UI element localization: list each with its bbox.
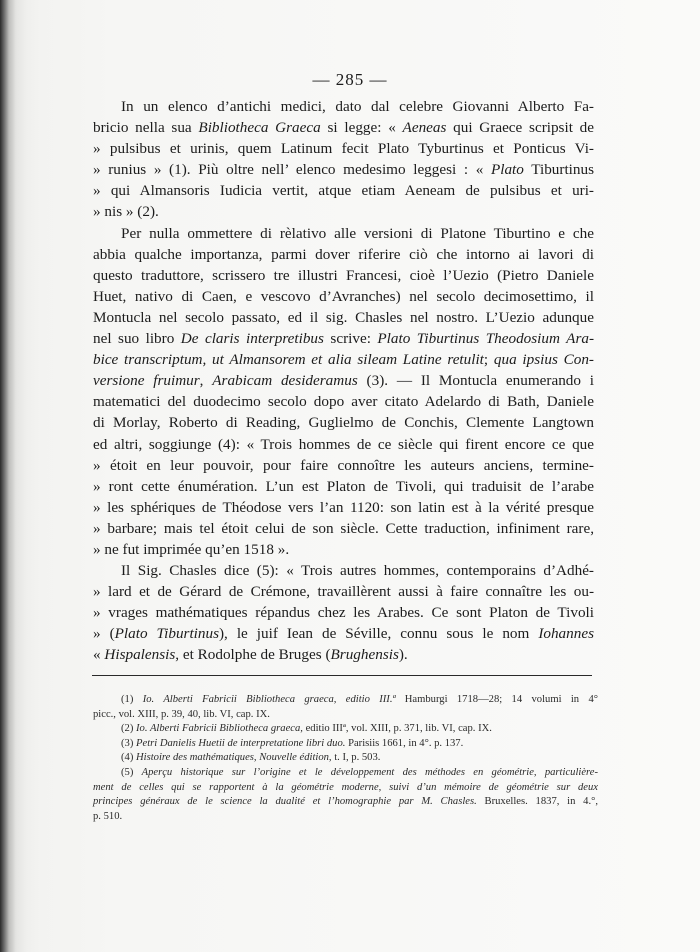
text-run: matematici del duodecimo secolo dopo aver citato Adelardo di Bath, Daniele — [93, 393, 594, 411]
footnote-1 — [93, 693, 598, 722]
text-run: (5) — [121, 766, 142, 778]
text-run: Il Sig. Chasles dice (5): « Trois autres hommes, contemporains d’Adhé- — [121, 562, 594, 580]
footnote-3 — [93, 737, 598, 752]
text-run: « — [93, 646, 105, 664]
text-run: bricio nella sua — [93, 119, 199, 137]
text-line — [93, 781, 598, 796]
italic-text: Io. Alberti Fabricii Bibliotheca graeca, editio III.ª — [142, 694, 396, 705]
text-line — [93, 518, 594, 539]
paragraph-3 — [93, 560, 594, 665]
italic-text: Aeneas — [402, 119, 447, 137]
text-run: nel suo libro — [93, 330, 181, 348]
text-line — [93, 223, 594, 244]
text-run: ), le juif Iean de Séville, connu sous le nom — [219, 625, 539, 643]
text-line — [93, 602, 594, 623]
text-run: » les sphériques de Théodose vers l’an 1120: son latin est à la vérité presque — [93, 498, 594, 516]
text-run: (3). — Il Montucla enumerando i — [357, 372, 594, 390]
text-line — [93, 412, 594, 433]
text-run: ). — [398, 646, 408, 664]
text-run: Parisiis 1661, in 4°. p. 137. — [345, 737, 464, 749]
italic-text: Bibliotheca Graeca — [198, 119, 321, 137]
text-line — [93, 349, 594, 370]
text-run: » pulsibus et urinis, quem Latinum fecit Plato Tyburtinus et Ponticus Vi- — [93, 140, 594, 158]
text-line — [93, 370, 594, 391]
italic-text: Brughensis — [330, 646, 399, 664]
italic-text: Io. Alberti Fabricii Bibliotheca graeca, — [136, 723, 303, 735]
text-run: Huet, nativo di Caen, e vescovo d’Avranches) nel secolo decimosettimo, il — [93, 287, 594, 305]
text-run: qui Graece scripsit de — [446, 119, 594, 137]
text-run: scrive: — [323, 330, 378, 348]
text-line — [93, 644, 594, 665]
text-line — [93, 138, 594, 159]
text-run: editio IIIª, vol. XIII, p. 371, lib. VI, cap. IX. — [302, 723, 492, 735]
text-line — [93, 455, 594, 476]
text-run: Bruxelles. 1837, in 4.°, — [476, 796, 598, 808]
text-run: » nis » (2). — [93, 203, 159, 221]
italic-text: Iohannes — [538, 625, 594, 643]
italic-text: qua ipsius Con- — [493, 351, 594, 369]
italic-text: principes généraux de le science la dualité et l’homographie par M. Chasles. — [93, 796, 477, 808]
footnote-2 — [93, 722, 598, 737]
text-line — [93, 708, 598, 723]
text-run: » ( — [93, 625, 115, 643]
text-run: di Morlay, Roberto di Reading, Guglielmo de Conchis, Clemente Langtown — [93, 414, 594, 432]
text-run: » qui Almansoris Iudicia vertit, atque etiam Aeneam de pulsibus et uri- — [93, 182, 594, 200]
text-line — [93, 810, 598, 825]
text-run: picc., vol. XIII, p. 39, 40, lib. VI, cap. IX. — [93, 708, 270, 720]
text-run: p. 510. — [93, 810, 123, 822]
text-line — [93, 265, 594, 286]
text-run: Tiburtinus — [523, 161, 594, 179]
footnote-5 — [93, 766, 598, 824]
text-run: » barbare; mais tel étoit celui de son siècle. Cette traduction, infiniment rare, — [93, 519, 594, 537]
paragraph-1 — [93, 96, 594, 223]
text-run: , et Rodolphe de Bruges ( — [175, 646, 331, 664]
text-run: (2) — [121, 723, 137, 735]
italic-text: bice transcriptum, ut Almansorem et alia sileam Latine retulit — [93, 351, 484, 369]
text-run: Hamburgi 1718—28; 14 volumi in 4° — [395, 694, 598, 705]
text-line — [93, 737, 598, 752]
text-run: (1) — [121, 694, 143, 705]
italic-text: Plato — [490, 161, 524, 179]
text-run: ; — [483, 351, 494, 369]
text-line — [93, 476, 594, 497]
text-line — [93, 244, 594, 265]
italic-text: Petri Danielis Huetii de interpretatione libri duo. — [136, 737, 346, 749]
italic-text: Hispalensis — [104, 646, 176, 664]
footnote-separator-rule — [92, 675, 592, 676]
italic-text: Histoire des mathématiques, Nouvelle édition, — [136, 752, 332, 764]
text-line — [93, 201, 594, 222]
text-run: (3) — [121, 737, 137, 749]
text-line — [93, 434, 594, 455]
body-text — [93, 96, 594, 666]
italic-text: Arabicam desideramus — [212, 372, 358, 390]
italic-text: Plato Tiburtinus — [114, 625, 219, 643]
text-line — [93, 766, 598, 781]
text-run: ed altri, soggiunge (4): « Trois hommes de ce siècle qui firent encore ce que — [93, 435, 594, 453]
text-run: , — [199, 372, 213, 390]
text-run: » ront cette énumération. L’un est Platon de Tivoli, qui traduisit de l’arabe — [93, 477, 594, 495]
text-run: » vrages mathématiques répandus chez les Arabes. Ce sont Platon de Tivoli — [93, 604, 594, 622]
text-run: (4) — [121, 752, 137, 764]
footnote-4 — [93, 751, 598, 766]
text-line — [93, 693, 598, 708]
footnotes — [93, 693, 598, 824]
text-run: » runius » (1). Più oltre nell’ elenco medesimo leggesi : « — [93, 161, 491, 179]
text-line — [93, 722, 598, 737]
text-line — [93, 328, 594, 349]
text-run: Montucla nel secolo passato, ed il sig. Chasles nel nostro. L’Uezio adunque — [93, 308, 594, 326]
text-run: questo traduttore, scrissero tre illustri Francesi, cioè l’Uezio (Pietro Daniele — [93, 266, 594, 284]
text-line — [93, 581, 594, 602]
text-line — [93, 286, 594, 307]
text-run: » lard et de Gérard de Crémone, travaillèrent aussi à faire connaître les ou- — [93, 583, 594, 601]
italic-text: De claris interpretibus — [180, 330, 324, 348]
text-line — [93, 391, 594, 412]
text-run: t. I, p. 503. — [331, 752, 381, 764]
italic-text: Plato Tiburtinus Theodosium Ara- — [377, 330, 595, 348]
italic-text: Aperçu historique sur l’origine et le développement des méthodes en géométrie, particulière- — [141, 766, 598, 778]
text-line — [93, 497, 594, 518]
text-run: abbia qualche importanza, parmi dover riferire ciò che intorno ai lavori di — [93, 245, 594, 263]
text-run: » ne fut imprimée qu’en 1518 ». — [93, 540, 290, 558]
text-run: Per nulla ommettere di rèlativo alle versioni di Platone Tiburtino e che — [121, 224, 594, 242]
text-line — [93, 560, 594, 581]
text-run: » étoit en leur pouvoir, pour faire connoître les auteurs anciens, termine- — [93, 456, 594, 474]
text-line — [93, 795, 598, 810]
text-line — [93, 307, 594, 328]
text-run: In un elenco d’antichi medici, dato dal celebre Giovanni Alberto Fa- — [121, 98, 594, 115]
page-number: — 285 — — [312, 70, 388, 89]
text-line — [93, 539, 594, 560]
text-line — [93, 117, 594, 138]
text-line — [93, 623, 594, 644]
text-line — [93, 180, 594, 201]
text-line — [93, 96, 594, 117]
text-line — [93, 751, 598, 766]
paragraph-2 — [93, 223, 594, 561]
italic-text: ment de celles qui se rapportent à la géométrie moderne, suivi d’un mémoire de géométrie sur deux — [93, 781, 598, 793]
text-line — [93, 159, 594, 180]
italic-text: versione fruimur — [93, 372, 200, 390]
text-run: si legge: « — [320, 119, 403, 137]
